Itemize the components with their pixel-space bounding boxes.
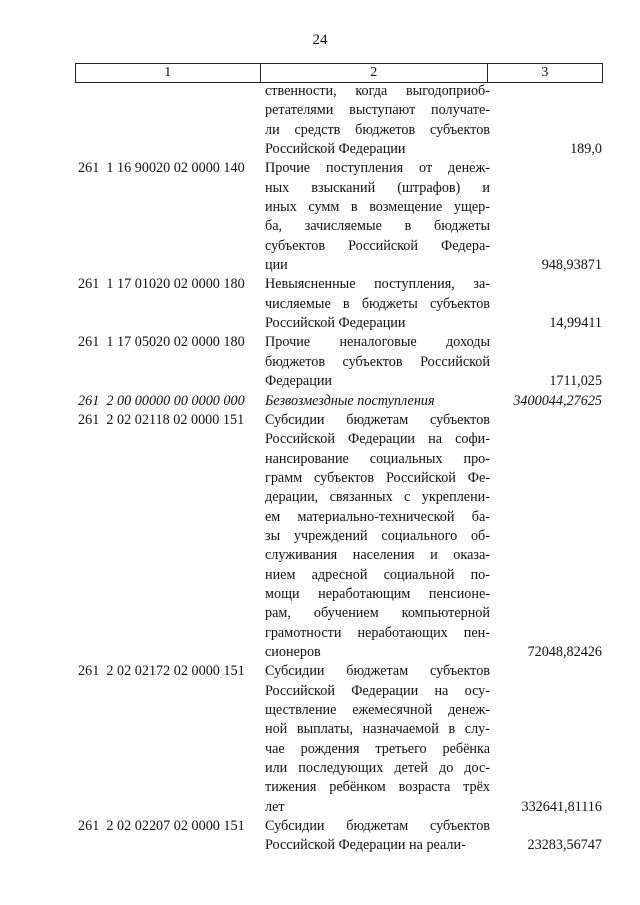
description-line: Безвозмездные поступления: [265, 392, 435, 409]
amount-value: 14,99411: [549, 315, 602, 332]
budget-code: 261 1 16 90020 02 0000 140: [78, 160, 245, 177]
income-description: [265, 411, 490, 662]
amount-value: 189,0: [570, 141, 602, 158]
description-line: Российской Федерации на осу-: [265, 682, 490, 699]
description-line: ба, зачисляемые в бюджеты: [265, 218, 490, 235]
amount-value: 72048,82426: [527, 643, 602, 660]
description-line: бюджетов субъектов Российской: [265, 353, 490, 370]
budget-code: 261 2 00 00000 00 0000 000: [78, 392, 245, 409]
description-line: Российской Федерации: [265, 315, 406, 332]
description-line: ственности, когда выгодоприоб-: [265, 83, 490, 99]
column-header-table: [75, 63, 603, 83]
table-row: [75, 333, 603, 391]
description-line: грамм субъектов Российской Фе-: [265, 469, 490, 486]
description-line: грамотности неработающих пен-: [265, 624, 490, 641]
description-line: иных сумм в возмещение ущер-: [265, 199, 490, 216]
description-line: Прочие неналоговые доходы: [265, 334, 490, 351]
description-line: рам, обучением компьютерной: [265, 605, 490, 622]
income-description: [265, 275, 490, 333]
budget-table-body: [75, 82, 603, 856]
table-row: [75, 275, 603, 333]
amount-value: 1711,025: [549, 373, 602, 390]
description-line: Невыясненные поступления, за-: [265, 276, 490, 293]
budget-code: 261 2 02 02207 02 0000 151: [78, 818, 245, 835]
table-row: [75, 411, 603, 662]
description-line: числяемые в бюджеты субъектов: [265, 295, 490, 312]
description-line: мощи неработающим пенсионе-: [265, 585, 490, 602]
description-line: ли средств бюджетов субъектов: [265, 121, 490, 138]
description-line: субъектов Российской Федера-: [265, 237, 490, 254]
description-line: Федерации: [265, 373, 333, 390]
income-description: [265, 392, 490, 411]
description-line: Субсидии бюджетам субъектов: [265, 411, 490, 428]
table-row: [75, 82, 603, 159]
description-line: Российской Федерации на реали-: [265, 837, 466, 854]
budget-code: 261 2 02 02118 02 0000 151: [78, 411, 245, 428]
income-description: [265, 662, 490, 817]
description-line: Российской Федерации: [265, 141, 406, 158]
table-row: [75, 392, 603, 411]
description-line: Субсидии бюджетам субъектов: [265, 818, 490, 835]
amount-value: 3400044,27625: [513, 392, 602, 409]
column-header-1: 1: [76, 64, 261, 83]
description-line: ществление ежемесячной денеж-: [265, 702, 490, 718]
table-row: [75, 662, 603, 817]
income-description: [265, 817, 490, 856]
description-line: зы учреждений социального об-: [265, 527, 490, 544]
description-line: нием адресной социальной по-: [265, 566, 490, 583]
column-header-3: 3: [487, 64, 602, 83]
budget-code: [75, 82, 265, 159]
description-line: ции: [265, 257, 288, 274]
budget-code: 261 1 17 05020 02 0000 180: [78, 334, 245, 351]
description-line: ной выплаты, назначаемой в слу-: [265, 721, 490, 738]
table-row: [75, 159, 603, 275]
amount-value: 23283,56747: [527, 837, 602, 854]
description-line: служивания населения и оказа-: [265, 547, 490, 564]
description-line: лет: [265, 798, 285, 815]
column-header-2: 2: [260, 64, 487, 83]
budget-code: 261 2 02 02172 02 0000 151: [78, 663, 245, 680]
description-line: чае рождения третьего ребёнка: [265, 740, 490, 757]
page-number: 24: [312, 32, 328, 48]
description-line: Российской Федерации на софи-: [265, 431, 490, 448]
description-line: ретателями выступают получате-: [265, 102, 490, 119]
description-line: сионеров: [265, 643, 321, 660]
income-description: [265, 82, 490, 159]
income-description: [265, 159, 490, 275]
description-line: Прочие поступления от денеж-: [265, 160, 490, 177]
description-line: нансирование социальных про-: [265, 450, 490, 467]
description-line: Субсидии бюджетам субъектов: [265, 663, 490, 680]
amount-value: 948,93871: [541, 257, 602, 274]
description-line: или последующих детей до дос-: [265, 760, 490, 777]
description-line: дерации, связанных с укреплени-: [265, 489, 490, 506]
description-line: ем материально-технической ба-: [265, 508, 490, 525]
amount-value: 332641,81116: [521, 798, 602, 815]
table-row: [75, 817, 603, 856]
description-line: тижения ребёнком возраста трёх: [265, 779, 490, 796]
budget-code: 261 1 17 01020 02 0000 180: [78, 276, 245, 293]
income-description: [265, 333, 490, 391]
column-header-row: [76, 64, 603, 83]
description-line: ных взысканий (штрафов) и: [265, 179, 490, 196]
